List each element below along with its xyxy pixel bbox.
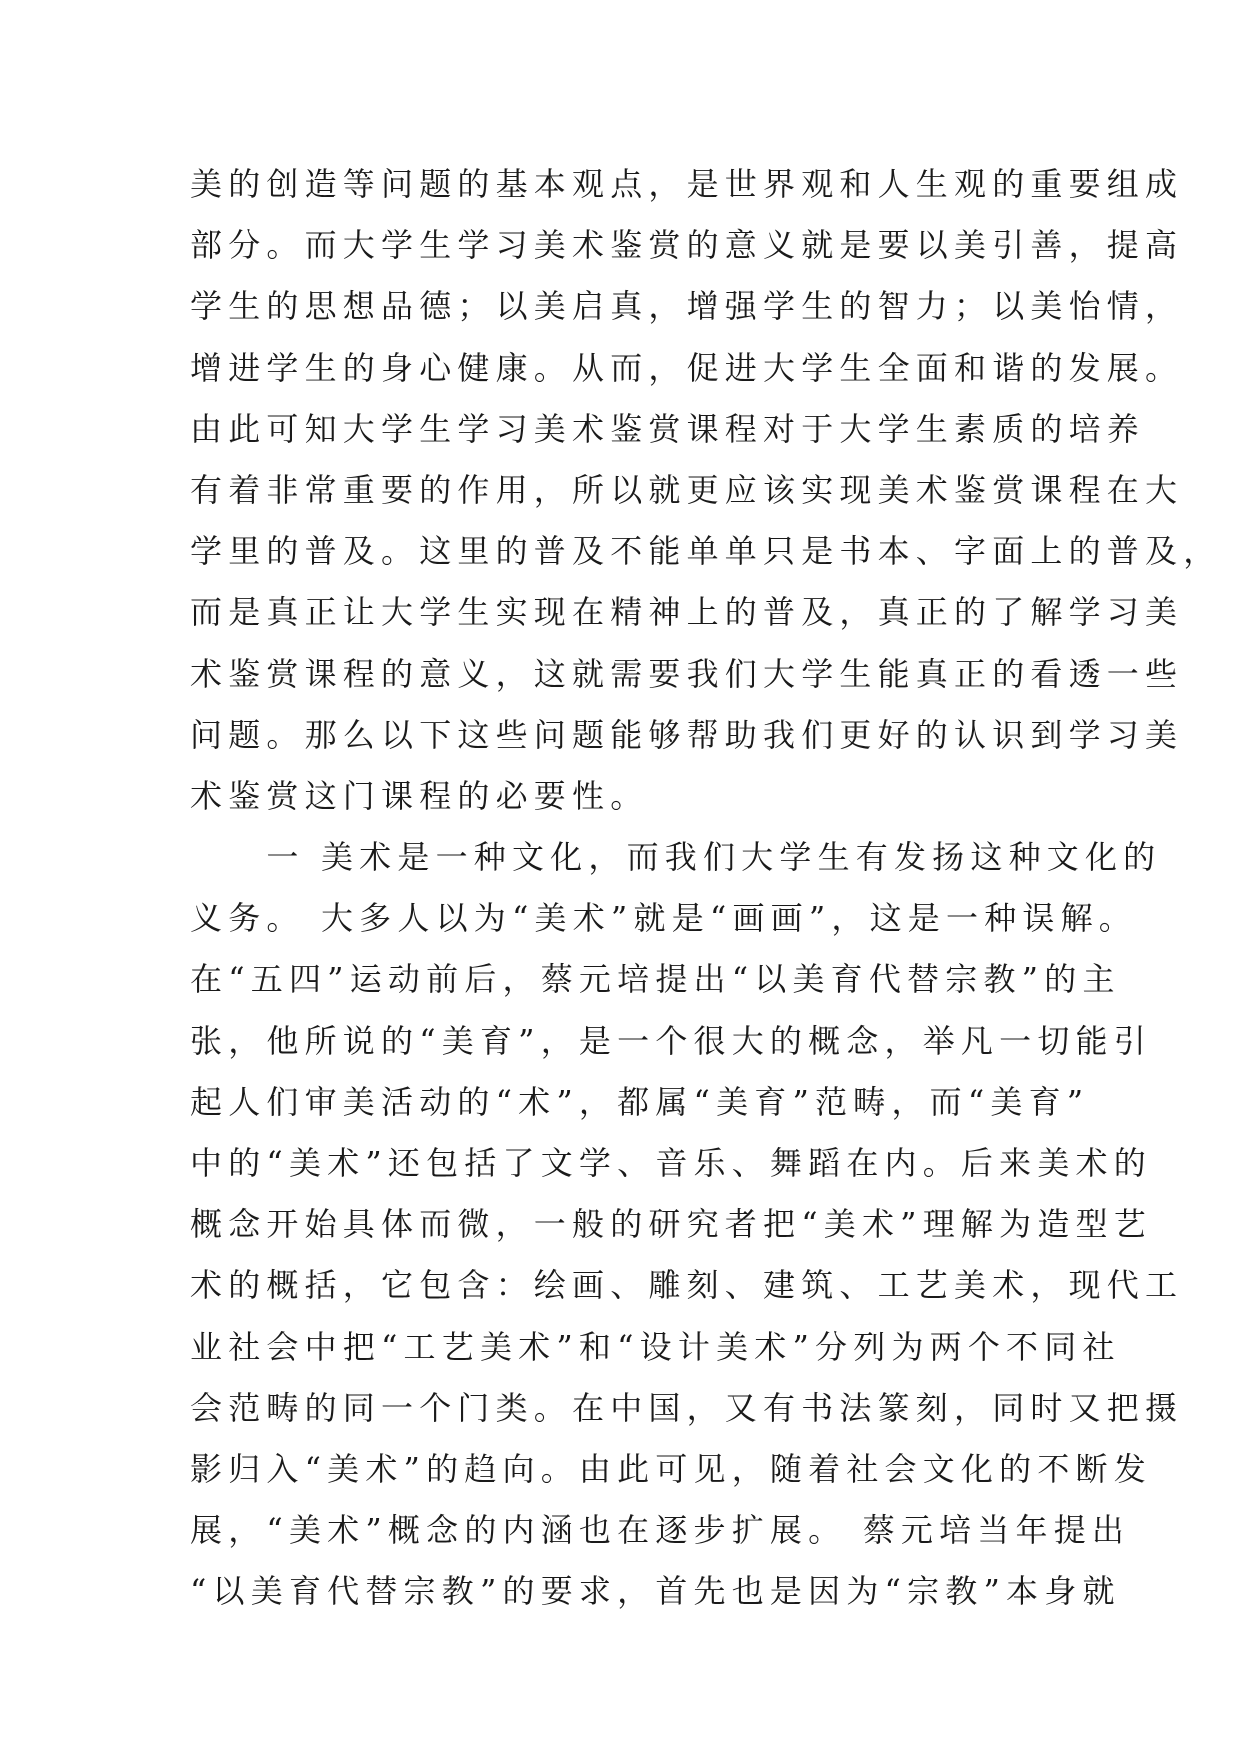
text-line: 有着非常重要的作用，所以就更应该实现美术鉴赏课程在大 (190, 470, 1184, 509)
text-line: 学生的思想品德；以美启真，增强学生的智力；以美怡情， (190, 287, 1184, 326)
text-line: 概念开始具体而微，一般的研究者把“美术”理解为造型艺 (190, 1205, 1152, 1244)
text-line: “以美育代替宗教”的要求，首先也是因为“宗教”本身就 (190, 1572, 1121, 1611)
text-line: 由此可知大学生学习美术鉴赏课程对于大学生素质的培养 (190, 409, 1146, 448)
text-line: 部分。而大学生学习美术鉴赏的意义就是要以美引善，提高 (190, 226, 1184, 265)
text-line: 术的概括，它包含：绘画、雕刻、建筑、工艺美术，现代工 (190, 1266, 1184, 1305)
text-line: 美的创造等问题的基本观点，是世界观和人生观的重要组成 (190, 165, 1184, 203)
section-heading-line: 一 美术是一种文化，而我们大学生有发扬这种文化的 (190, 838, 1162, 877)
body-text (190, 154, 1222, 1623)
text-line: 术鉴赏这门课程的必要性。 (190, 776, 649, 815)
text-line: 在“五四”运动前后，蔡元培提出“以美育代替宗教”的主 (190, 960, 1121, 999)
text-line: 业社会中把“工艺美术”和“设计美术”分列为两个不同社 (190, 1327, 1121, 1366)
text-line: 而是真正让大学生实现在精神上的普及，真正的了解学习美 (190, 593, 1184, 632)
text-line: 展，“美术”概念的内涵也在逐步扩展。 蔡元培当年提出 (190, 1511, 1131, 1550)
text-line: 术鉴赏课程的意义，这就需要我们大学生能真正的看透一些 (190, 654, 1184, 693)
text-line: 中的“美术”还包括了文学、音乐、舞蹈在内。后来美术的 (190, 1144, 1152, 1182)
text-line: 学里的普及。这里的普及不能单单只是书本、字面上的普及， (190, 532, 1222, 571)
text-line: 影归入“美术”的趋向。由此可见，随着社会文化的不断发 (190, 1449, 1152, 1488)
text-line: 问题。那么以下这些问题能够帮助我们更好的认识到学习美 (190, 715, 1184, 754)
text-line: 起人们审美活动的“术”，都属“美育”范畴，而“美育” (190, 1082, 1090, 1121)
text-line: 张，他所说的“美育”，是一个很大的概念，举凡一切能引 (190, 1021, 1152, 1060)
text-line: 会范畴的同一个门类。在中国，又有书法篆刻，同时又把摄 (190, 1388, 1184, 1427)
text-line: 义务。 大多人以为“美术”就是“画画”，这是一种误解。 (190, 899, 1138, 938)
text-line: 增进学生的身心健康。从而，促进大学生全面和谐的发展。 (190, 348, 1184, 387)
